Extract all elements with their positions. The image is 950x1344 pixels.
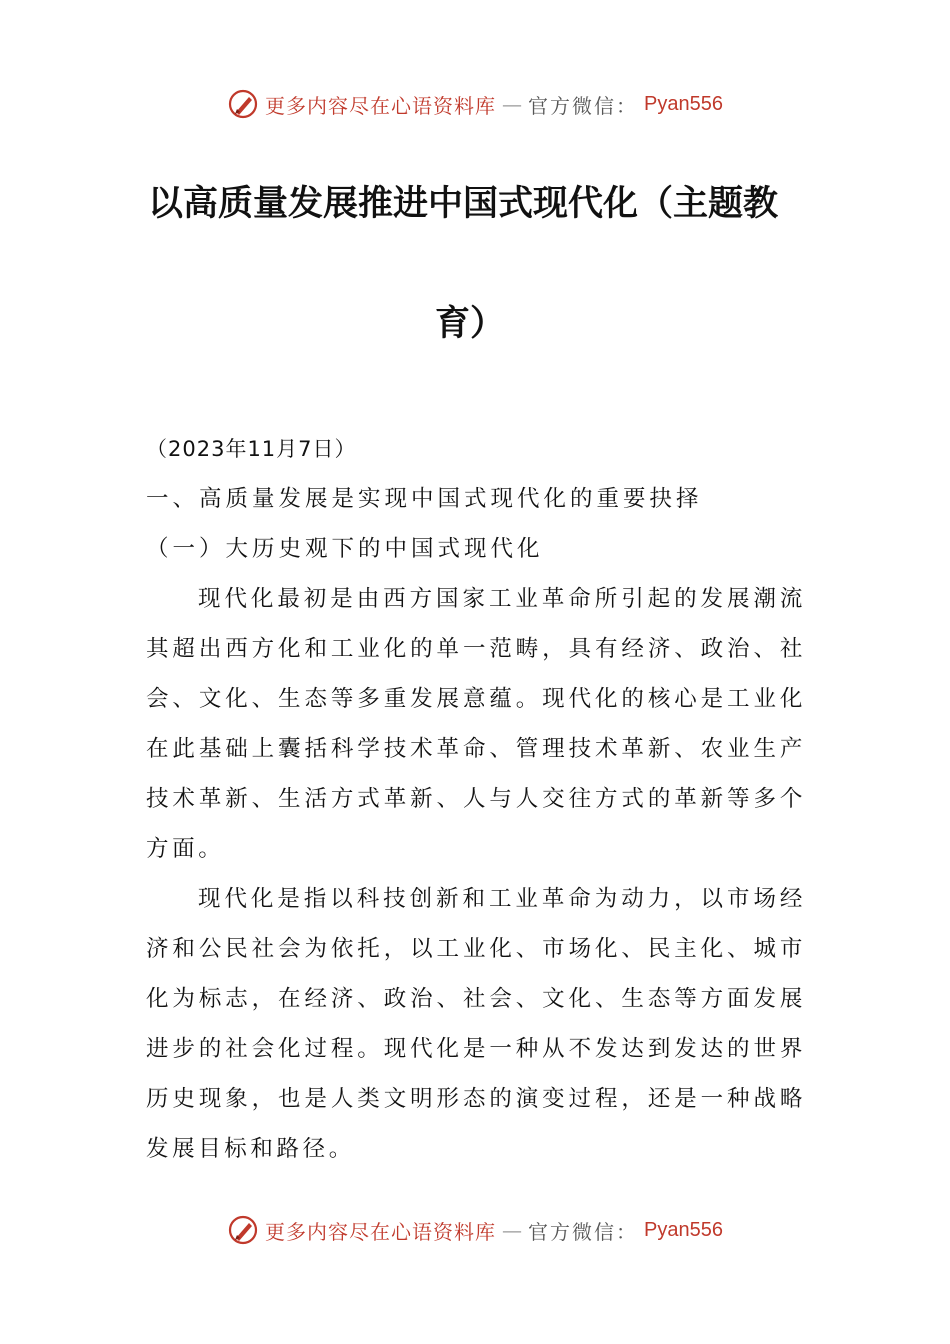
pen-logo-icon [227,1214,259,1246]
paragraph: 现代化是指以科技创新和工业革命为动力，以市场经济和公民社会为依托，以工业化、市场化、民主化、城市化为标志，在经济、政治、社会、文化、生态等方面发展进步的社会化过程。现代化是一种从不发达到发达的世界历史现象，也是人类文明形态的演变过程，还是一种战略发展目标和路径。 [146,886,806,1162]
pen-logo-icon [227,88,259,120]
banner-contact-label: 官方微信： [528,93,639,118]
subsection-heading: （一）大历史观下的中国式现代化 [146,536,544,562]
header-banner [0,84,950,124]
paragraph: 现代化最初是由西方国家工业革命所引起的发展潮流其超出西方化和工业化的单一范畴，具有经济、政治、社会、文化、生态等多重发展意蕴。现代化的核心是工业化在此基础上囊括科学技术革命、管理技术革新、农业生产技术革新、生活方式革新、人与人交往方式的革新等多个方面。 [146,586,806,862]
document-body [146,424,806,1174]
document-date: （2023年11月7日） [146,437,357,461]
section-heading: 一、高质量发展是实现中国式现代化的重要抉择 [146,486,703,512]
banner-text: 更多内容尽在心语资料库 [265,1219,497,1244]
document-title-line-2: 育） [434,304,505,344]
document-title-line-1: 以高质量发展推进中国式现代化（主题教 [148,184,779,224]
banner-text: 更多内容尽在心语资料库 [265,93,497,118]
banner-separator: — [502,92,523,116]
banner-contact-label: 官方微信： [528,1219,639,1244]
banner-contact-id: Pyan556 [644,1218,723,1241]
banner-contact-id: Pyan556 [644,92,723,115]
footer-banner [0,1210,950,1250]
banner-separator: — [502,1218,523,1242]
